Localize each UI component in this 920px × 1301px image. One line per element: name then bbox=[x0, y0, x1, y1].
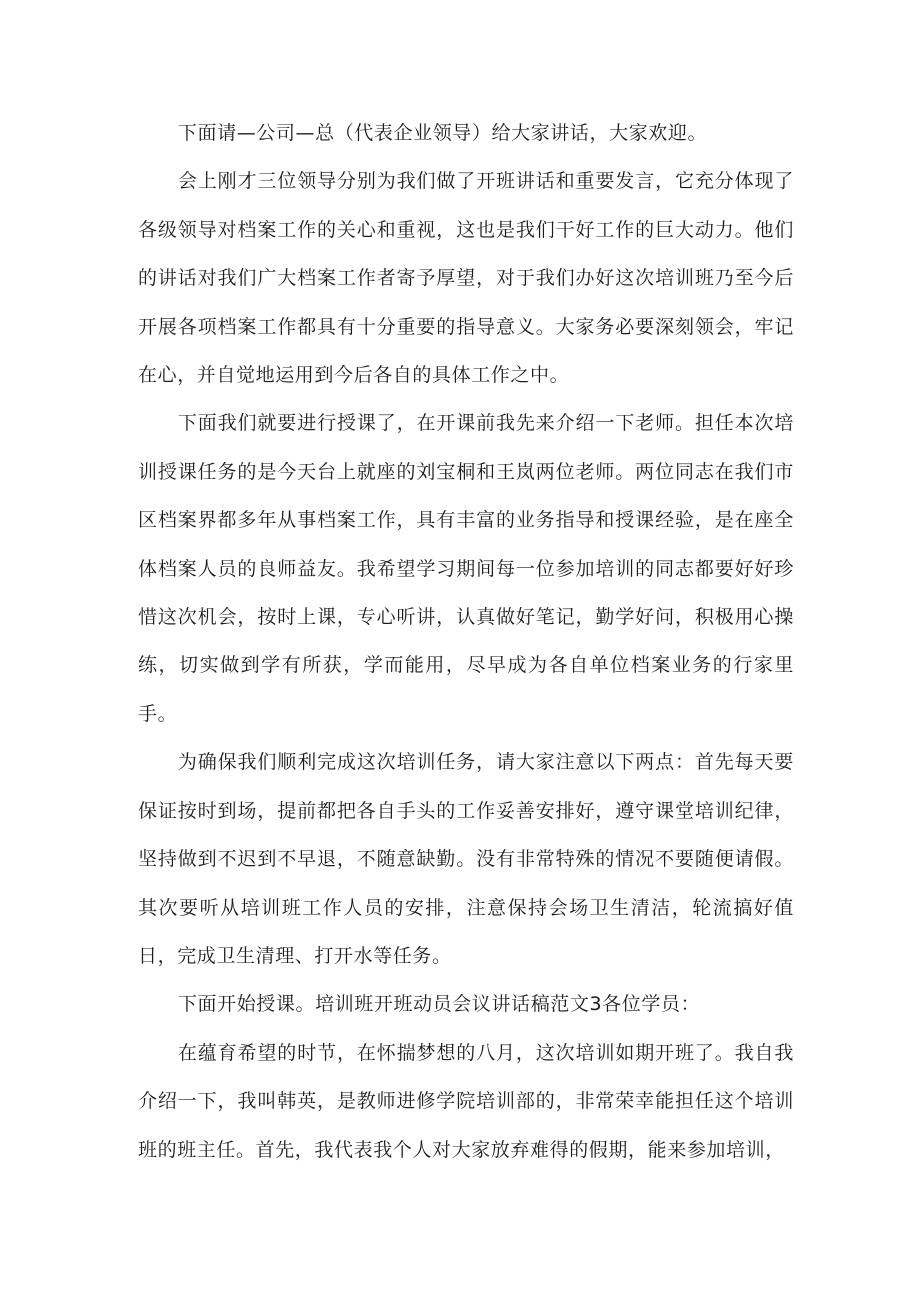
document-body bbox=[138, 109, 794, 1174]
paragraph-5: 下面开始授课。培训班开班动员会议讲话稿范文3各位学员： bbox=[177, 993, 701, 1016]
paragraph-6: 在蕴育希望的时节，在怀揣梦想的八月，这次培训如期开班了。我自我介绍一下，我叫韩英，是教师进修学院培训部的，非常荣幸能担任这个培训班的班主任。首先，我代表我个人对大家放弃难得的假期，能来参加培训， bbox=[138, 1041, 794, 1161]
paragraph-4: 为确保我们顺利完成这次培训任务，请大家注意以下两点：首先每天要保证按时到场，提前都把各自手头的工作妥善安排好，遵守课堂培训纪律，坚持做到不迟到不早退，不随意缺勤。没有非常特殊的情况不要随便请假。其次要听从培训班工作人员的安排，注意保持会场卫生清洁，轮流搞好值日，完成卫生清理、打开水等任务。 bbox=[138, 751, 794, 967]
paragraph-1: 下面请—公司—总（代表企业领导）给大家讲话，大家欢迎。 bbox=[177, 122, 708, 144]
paragraph-2: 会上刚才三位领导分别为我们做了开班讲话和重要发言，它充分体现了各级领导对档案工作的关心和重视，这也是我们干好工作的巨大动力。他们的讲话对我们广大档案工作者寄予厚望，对于我们办好这次培训班乃至今后开展各项档案工作都具有十分重要的指导意义。大家务必要深刻领会，牢记在心，并自觉地运用到今后各自的具体工作之中。 bbox=[138, 170, 794, 387]
paragraph-3: 下面我们就要进行授课了，在开课前我先来介绍一下老师。担任本次培训授课任务的是今天台上就座的刘宝桐和王岚两位老师。两位同志在我们市区档案界都多年从事档案工作，具有丰富的业务指导和授课经验，是在座全体档案人员的良师益友。我希望学习期间每一位参加培训的同志都要好好珍惜这次机会，按时上课，专心听讲，认真做好笔记，勤学好问，积极用心操练，切实做到学有所获，学而能用，尽早成为各自单位档案业务的行家里手。 bbox=[138, 412, 794, 725]
